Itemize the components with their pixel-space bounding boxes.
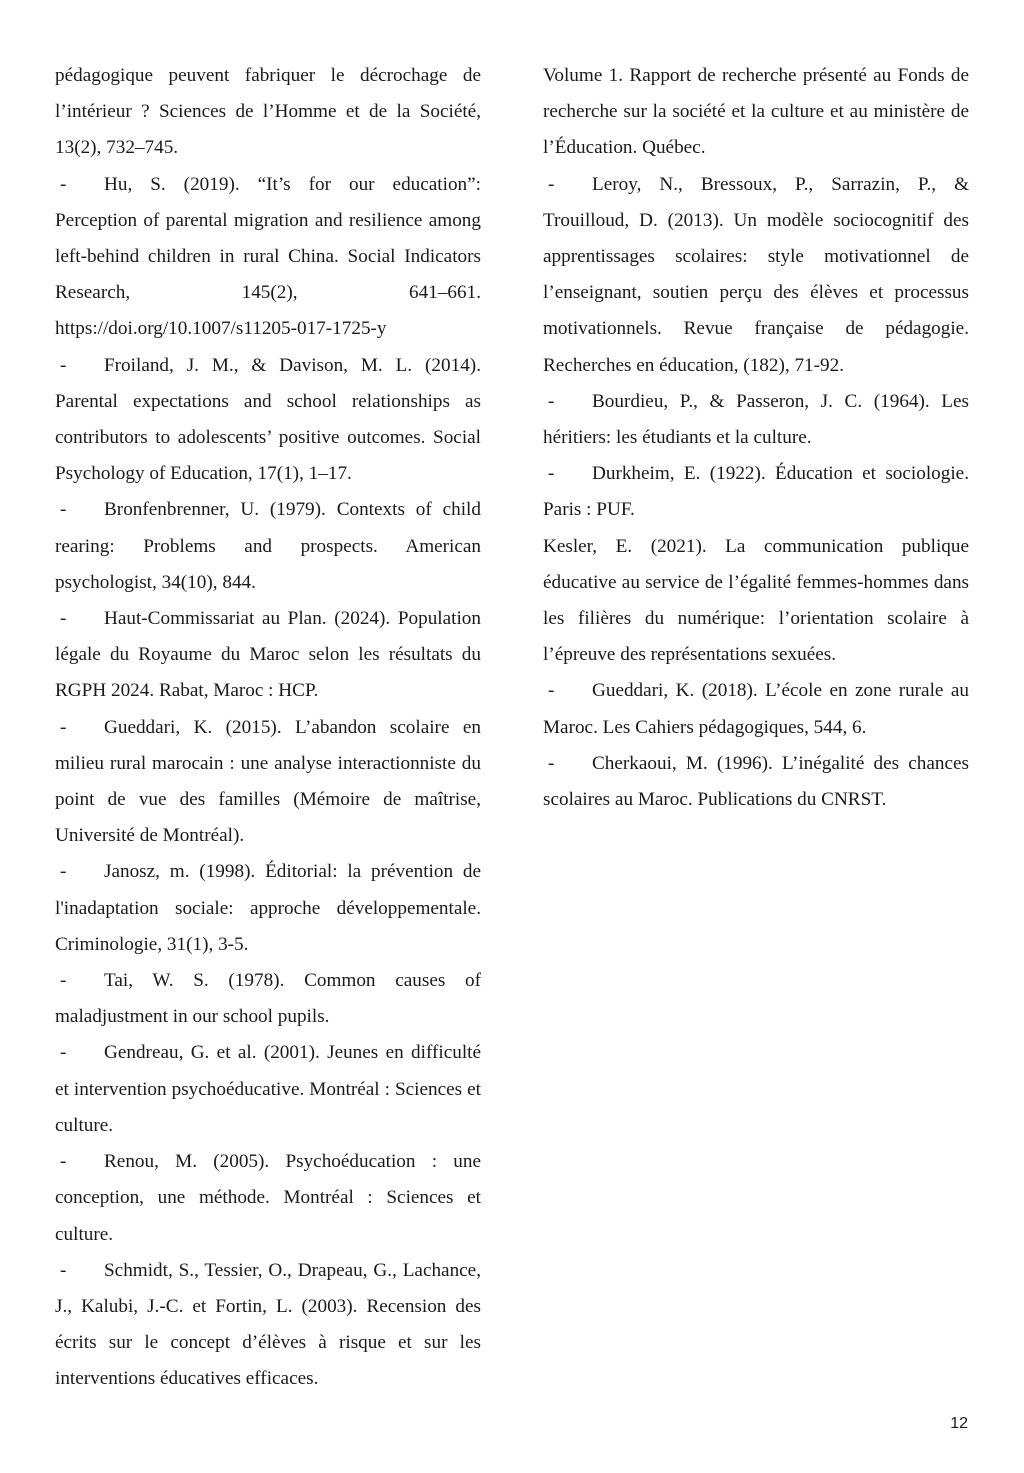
list-dash: [55, 1253, 104, 1289]
reference-entry: [543, 746, 969, 818]
left-column: [55, 58, 481, 1398]
reference-entry: [55, 710, 481, 855]
reference-text: Kesler, E. (2021). La communication publique éducative au service de l’égalité femmes-hommes dans les filières du numérique: l’orientation scolaire à l’épreuve des représentations sexuées.: [543, 535, 969, 666]
list-dash: [543, 167, 592, 203]
reference-entry: [55, 348, 481, 493]
reference-text: Gueddari, K. (2015). L’abandon scolaire en milieu rural marocain : une analyse interactionniste du point de vue des familles (Mémoire de maîtrise, Université de Montréal).: [55, 716, 481, 847]
reference-entry: [55, 854, 481, 963]
reference-text: Bourdieu, P., & Passeron, J. C. (1964). Les héritiers: les étudiants et la culture.: [543, 390, 969, 449]
reference-entry: [55, 492, 481, 601]
reference-text: pédagogique peuvent fabriquer le décrochage de l’intérieur ? Sciences de l’Homme et de la Société, 13(2), 732–745.: [55, 65, 481, 159]
reference-text: Volume 1. Rapport de recherche présenté au Fonds de recherche sur la société et la culture et au ministère de l’Éducation. Québec.: [543, 65, 969, 159]
reference-text: Janosz, m. (1998). Éditorial: la prévention de l'inadaptation sociale: approche développementale. Criminologie, 31(1), 3-5.: [55, 861, 481, 955]
list-dash: [543, 384, 592, 420]
list-dash: [55, 963, 104, 999]
list-dash: [543, 673, 592, 709]
list-dash: [55, 601, 104, 637]
reference-entry: [55, 58, 481, 167]
list-dash: [543, 456, 592, 492]
list-dash: [55, 167, 104, 203]
reference-text: Haut-Commissariat au Plan. (2024). Population légale du Royaume du Maroc selon les résultats du RGPH 2024. Rabat, Maroc : HCP.: [55, 608, 481, 702]
list-dash: [55, 854, 104, 890]
reference-text: Schmidt, S., Tessier, O., Drapeau, G., Lachance, J., Kalubi, J.-C. et Fortin, L. (2003). Recension des écrits sur le concept d’élèves à risque et sur les interventions éducatives efficaces.: [55, 1259, 481, 1390]
reference-entry: [55, 963, 481, 1035]
list-dash: [55, 1144, 104, 1180]
reference-entry: [543, 456, 969, 528]
reference-text: Tai, W. S. (1978). Common causes of maladjustment in our school pupils.: [55, 970, 481, 1028]
reference-text: Hu, S. (2019). “It’s for our education”: Perception of parental migration and resilience among left-behind children in rural China. Social Indicators Research, 145(2), 641–661. https://doi.org/10.1007/s11205-017-1725-y: [55, 173, 481, 340]
reference-entry: [543, 529, 969, 674]
right-column: [543, 58, 969, 818]
reference-entry: [55, 1035, 481, 1144]
reference-entry: [543, 673, 969, 745]
reference-entry: [543, 384, 969, 456]
reference-entry: [543, 167, 969, 384]
reference-text: Renou, M. (2005). Psychoéducation : une conception, une méthode. Montréal : Sciences et culture.: [55, 1151, 481, 1245]
list-dash: [543, 746, 592, 782]
reference-text: Leroy, N., Bressoux, P., Sarrazin, P., & Trouilloud, D. (2013). Un modèle sociocognitif des apprentissages scolaires: style motivationnel de l’enseignant, soutien perçu des élèves et processus motivationnels. Revue française de pédagogie. Recherches en éducation, (182), 71-92.: [543, 173, 969, 376]
reference-entry: [543, 58, 969, 167]
list-dash: [55, 1035, 104, 1071]
reference-entry: [55, 167, 481, 348]
list-dash: [55, 348, 104, 384]
reference-text: Durkheim, E. (1922). Éducation et sociologie. Paris : PUF.: [543, 463, 969, 521]
reference-text: Gueddari, K. (2018). L’école en zone rurale au Maroc. Les Cahiers pédagogiques, 544, 6.: [543, 680, 969, 738]
reference-text: Froiland, J. M., & Davison, M. L. (2014). Parental expectations and school relationships as contributors to adolescents’ positive outcomes. Social Psychology of Education, 17(1), 1–17.: [55, 354, 481, 485]
reference-text: Cherkaoui, M. (1996). L’inégalité des chances scolaires au Maroc. Publications du CNRST.: [543, 752, 969, 811]
page-number: 12: [950, 1415, 968, 1432]
list-dash: [55, 710, 104, 746]
reference-text: Gendreau, G. et al. (2001). Jeunes en difficulté et intervention psychoéducative. Montréal : Sciences et culture.: [55, 1042, 481, 1136]
reference-entry: [55, 601, 481, 710]
reference-entry: [55, 1144, 481, 1253]
list-dash: [55, 492, 104, 528]
reference-text: Bronfenbrenner, U. (1979). Contexts of child rearing: Problems and prospects. American psychologist, 34(10), 844.: [55, 499, 481, 593]
reference-entry: [55, 1253, 481, 1398]
